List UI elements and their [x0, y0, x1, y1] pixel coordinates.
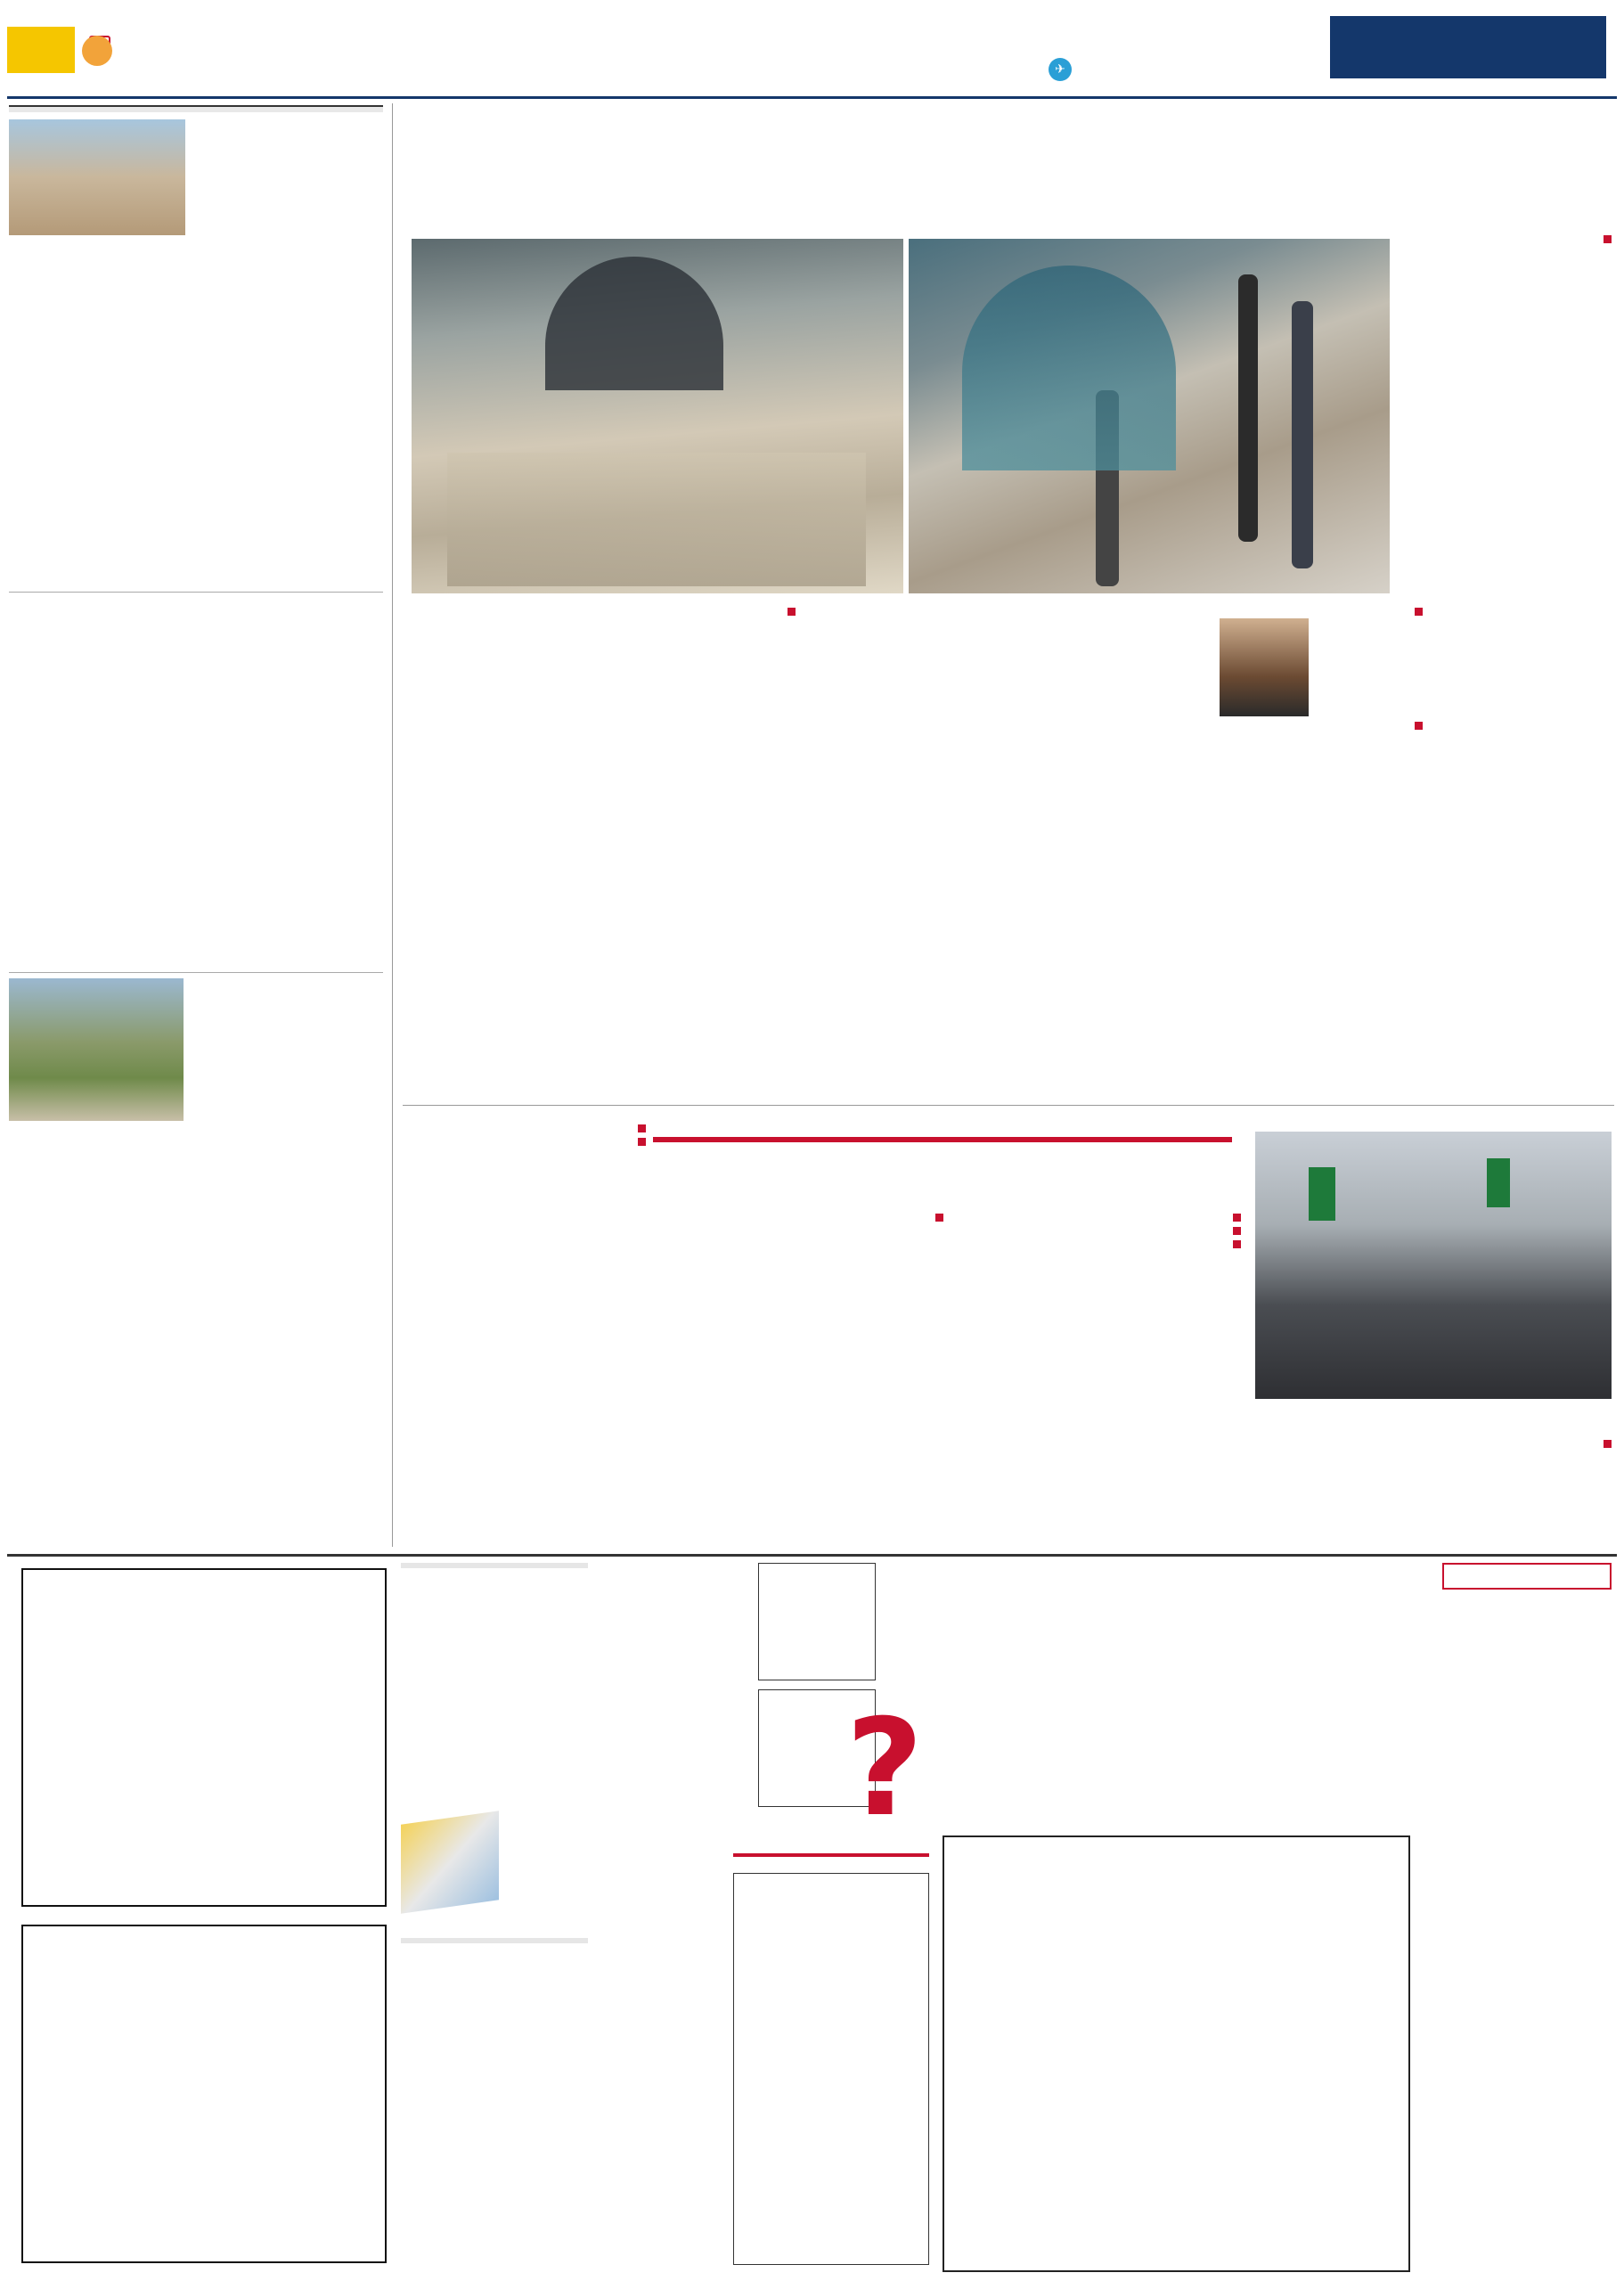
- easy-sudoku-label: [401, 1563, 588, 1568]
- article-photo-mosque-wall: [909, 239, 1390, 593]
- report-col-2: [956, 1208, 1241, 1547]
- easy-sudoku-answer-grid: [758, 1563, 876, 1680]
- subhead-bulldozer: [1433, 235, 1612, 243]
- news-column: [9, 105, 383, 1547]
- telegram-icon: ✈: [1049, 58, 1072, 81]
- hard-sudoku-label: [401, 1938, 588, 1943]
- news-label: [9, 105, 383, 112]
- crossword-header-text: [947, 1563, 1410, 1803]
- answers-title: [733, 1853, 929, 1857]
- report-photo-pilgrims: [1255, 1132, 1612, 1399]
- masthead: [0, 0, 1624, 96]
- main-story-col-6: [411, 602, 598, 1103]
- sudoku-hard-grid[interactable]: [21, 1925, 387, 2263]
- crossword-answers-grid: [733, 1873, 929, 2265]
- main-story-col-5: [608, 602, 796, 1103]
- subhead-activists: [1220, 608, 1423, 616]
- news-item-3-photo: [9, 978, 184, 1121]
- telegram-block[interactable]: [751, 52, 1072, 87]
- crossword-column-numbers: [943, 1814, 1410, 1835]
- sudoku-cube-icon: [401, 1811, 499, 1913]
- main-story-col-3: [1013, 602, 1209, 1103]
- newspaper-logo: [1330, 16, 1606, 78]
- article-photo-rubble: [412, 239, 903, 593]
- question-mark-illustration: ?: [845, 1691, 924, 1846]
- news-item-1-body: [192, 119, 383, 583]
- report-col-3: [658, 1208, 943, 1547]
- subhead-heritage: [608, 608, 796, 616]
- crossword-clues: [1433, 1595, 1612, 2272]
- crossword-row-numbers: [1410, 1835, 1432, 2272]
- crossword-grid[interactable]: [943, 1835, 1410, 2272]
- news-item-1-photo: [9, 119, 185, 235]
- news-item-2-body: [9, 598, 383, 963]
- subhead-revival: [1220, 722, 1423, 730]
- sudoku-easy-grid[interactable]: [21, 1568, 387, 1907]
- main-story-col-2: [1220, 602, 1423, 1103]
- section-logo: [564, 27, 733, 77]
- issue-1401: [876, 1563, 929, 1586]
- interviewee-photo: [1220, 618, 1309, 716]
- crossword-title: [1442, 1563, 1612, 1590]
- main-story-col-1: [1433, 230, 1612, 1103]
- main-story-col-4: [806, 602, 1002, 1103]
- page-number: [7, 27, 75, 73]
- report-kicker: [653, 1137, 1232, 1142]
- sudoku-description: [401, 2130, 588, 2263]
- sudoku-rules: [401, 1657, 588, 1791]
- news-item-3-body: [191, 978, 383, 1326]
- theatre-masks-icon: [82, 36, 112, 66]
- report-col-4: [405, 1119, 646, 1547]
- report-col-1b: [1255, 1435, 1612, 1547]
